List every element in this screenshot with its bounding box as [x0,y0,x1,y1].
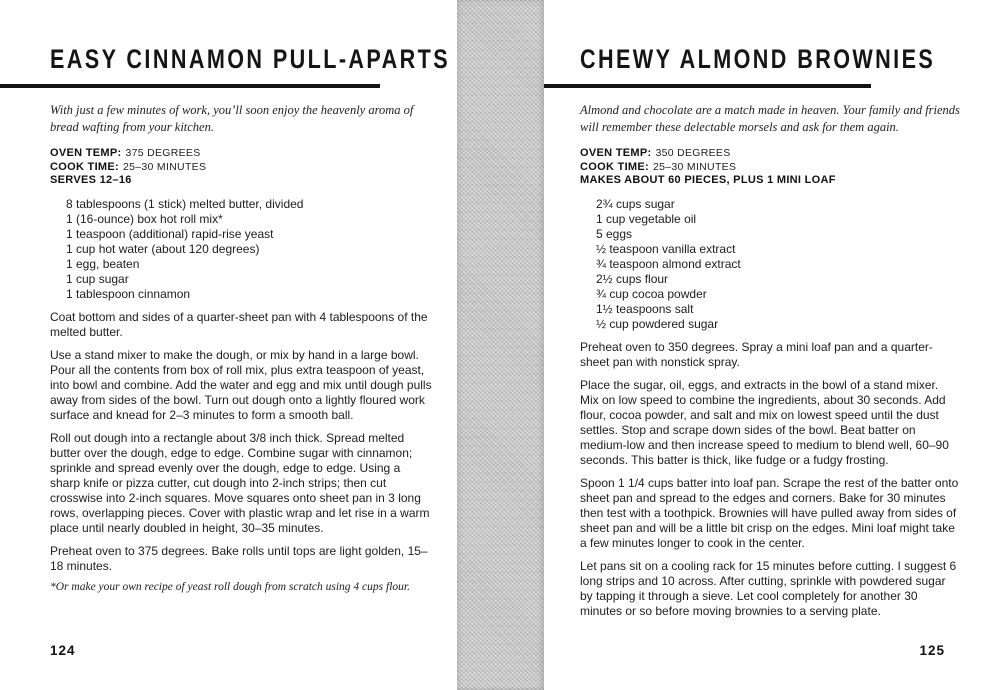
ingredient: 2½ cups flour [596,271,669,286]
instruction-paragraph: Let pans sit on a cooling rack for 15 minutes before cutting. I suggest 6 long strips and 10 across. After cutting, sprinkle with powdered sugar by tapping it through a sieve. Let cool completely for another 30 minutes or so before moving brownies to a serving plate. [580,558,957,618]
ingredient: ¾ cup cocoa powder [596,286,707,301]
ingredient-list-right [580,197,960,332]
recipe-meta-right [580,147,960,188]
recipe-intro-right: Almond and chocolate are a match made in heaven. Your family and friends will remember these delectable morsels and ask for them again. [580,103,960,134]
recipe-footnote: *Or make your own recipe of yeast roll dough from scratch using 4 cups flour. [50,580,410,593]
recipe-meta-left [50,147,432,188]
meta-label: OVEN TEMP: [50,147,122,159]
ingredient: 1 tablespoon cinnamon [66,286,191,301]
recipe-page-right [544,0,1000,690]
meta-oven-temp [50,147,432,161]
meta-cook-time [580,161,960,175]
recipe-page-left [0,0,457,690]
page-number-left: 124 [50,643,76,658]
ingredient: ¾ teaspoon almond extract [596,256,741,271]
meta-label: MAKES ABOUT 60 PIECES, PLUS 1 MINI LOAF [580,174,836,186]
meta-value: 25–30 MINUTES [123,160,207,173]
instruction-paragraph: Coat bottom and sides of a quarter-sheet pan with 4 tablespoons of the melted butter. [50,309,428,339]
instruction-paragraph: Preheat oven to 375 degrees. Bake rolls until tops are light golden, 15–18 minutes. [50,543,428,573]
instruction-paragraph: Preheat oven to 350 degrees. Spray a mini loaf pan and a quarter-sheet pan with nonstick spray. [580,339,933,369]
instruction-paragraph: Use a stand mixer to make the dough, or mix by hand in a large bowl. Pour all the contents from box of roll mix, plus extra teaspoon of yeast, into bowl and combine. Add the water and egg and mix until dough pulls away from sides of the bowl. Turn out dough onto a lightly floured work surface and knead for 2–3 minutes to form a smooth ball. [50,347,432,422]
meta-label: SERVES 12–16 [50,174,132,186]
ingredient: 1 cup hot water (about 120 degrees) [66,241,260,256]
meta-serves [50,174,432,188]
ingredient: 1½ teaspoons salt [596,301,694,316]
ingredient: 1 cup sugar [66,271,129,286]
ingredient: ½ teaspoon vanilla extract [596,241,736,256]
title-underline-right [544,84,871,88]
meta-oven-temp [580,147,960,161]
meta-label: COOK TIME: [50,160,119,173]
ingredient: 1 cup vegetable oil [596,211,697,226]
ingredient: 8 tablespoons (1 stick) melted butter, divided [66,196,304,211]
ingredient: 1 (16-ounce) box hot roll mix* [66,211,223,226]
book-gutter [457,0,544,690]
instruction-paragraph: Roll out dough into a rectangle about 3/8 inch thick. Spread melted butter over the dough, edge to edge. Combine sugar with cinnamon; sprinkle and spread evenly over the dough, edge to edge. Using a sharp knife or pizza cutter, cut dough into 2-inch strips; then cut crosswise into 2-inch squares. Move squares onto sheet pan in 3 long rows, overlapping pieces. Cover with plastic wrap and let rise in a warm place until nearly doubled in height, 30–35 minutes. [50,430,430,535]
recipe-intro-left: With just a few minutes of work, you’ll soon enjoy the heavenly aroma of bread wafting from your kitchen. [50,103,414,134]
ingredient: ½ cup powdered sugar [596,316,719,331]
ingredient-list-left [50,197,432,302]
meta-yield [580,174,960,188]
meta-value: 350 DEGREES [655,147,731,159]
ingredient: 5 eggs [596,226,633,241]
meta-value: 375 DEGREES [125,147,201,159]
meta-value: 25–30 MINUTES [653,160,737,173]
meta-label: OVEN TEMP: [580,147,652,159]
meta-label: COOK TIME: [580,160,649,173]
ingredient: 1 teaspoon (additional) rapid-rise yeast [66,226,274,241]
page-number-right: 125 [919,643,945,658]
instruction-paragraph: Spoon 1 1/4 cups batter into loaf pan. Scrape the rest of the batter onto sheet pan and spread to the edges and corners. Bake for 30 minutes then test with a toothpick. Brownies will have pulled away from sides of sheet pan and will be a little bit crisp on the edges. Mini loaf might take a few minutes longer to cook in the center. [580,475,959,550]
title-underline-left [0,84,380,88]
recipe-title-right: CHEWY ALMOND BROWNIES [580,44,936,74]
ingredient: 1 egg, beaten [66,256,140,271]
meta-cook-time [50,161,432,175]
recipe-title-left: EASY CINNAMON PULL-APARTS [50,44,451,74]
instruction-paragraph: Place the sugar, oil, eggs, and extracts in the bowl of a stand mixer. Mix on low speed to combine the ingredients, about 30 seconds. Add flour, cocoa powder, and salt and mix on lowest speed until the dust settles. Stop and scrape down sides of the bowl. Beat batter on medium-low and then increase speed to medium to blend well, 60–90 seconds. This batter is thick, like fudge or a fudgy frosting. [580,377,949,467]
ingredient: 2¾ cups sugar [596,196,675,211]
